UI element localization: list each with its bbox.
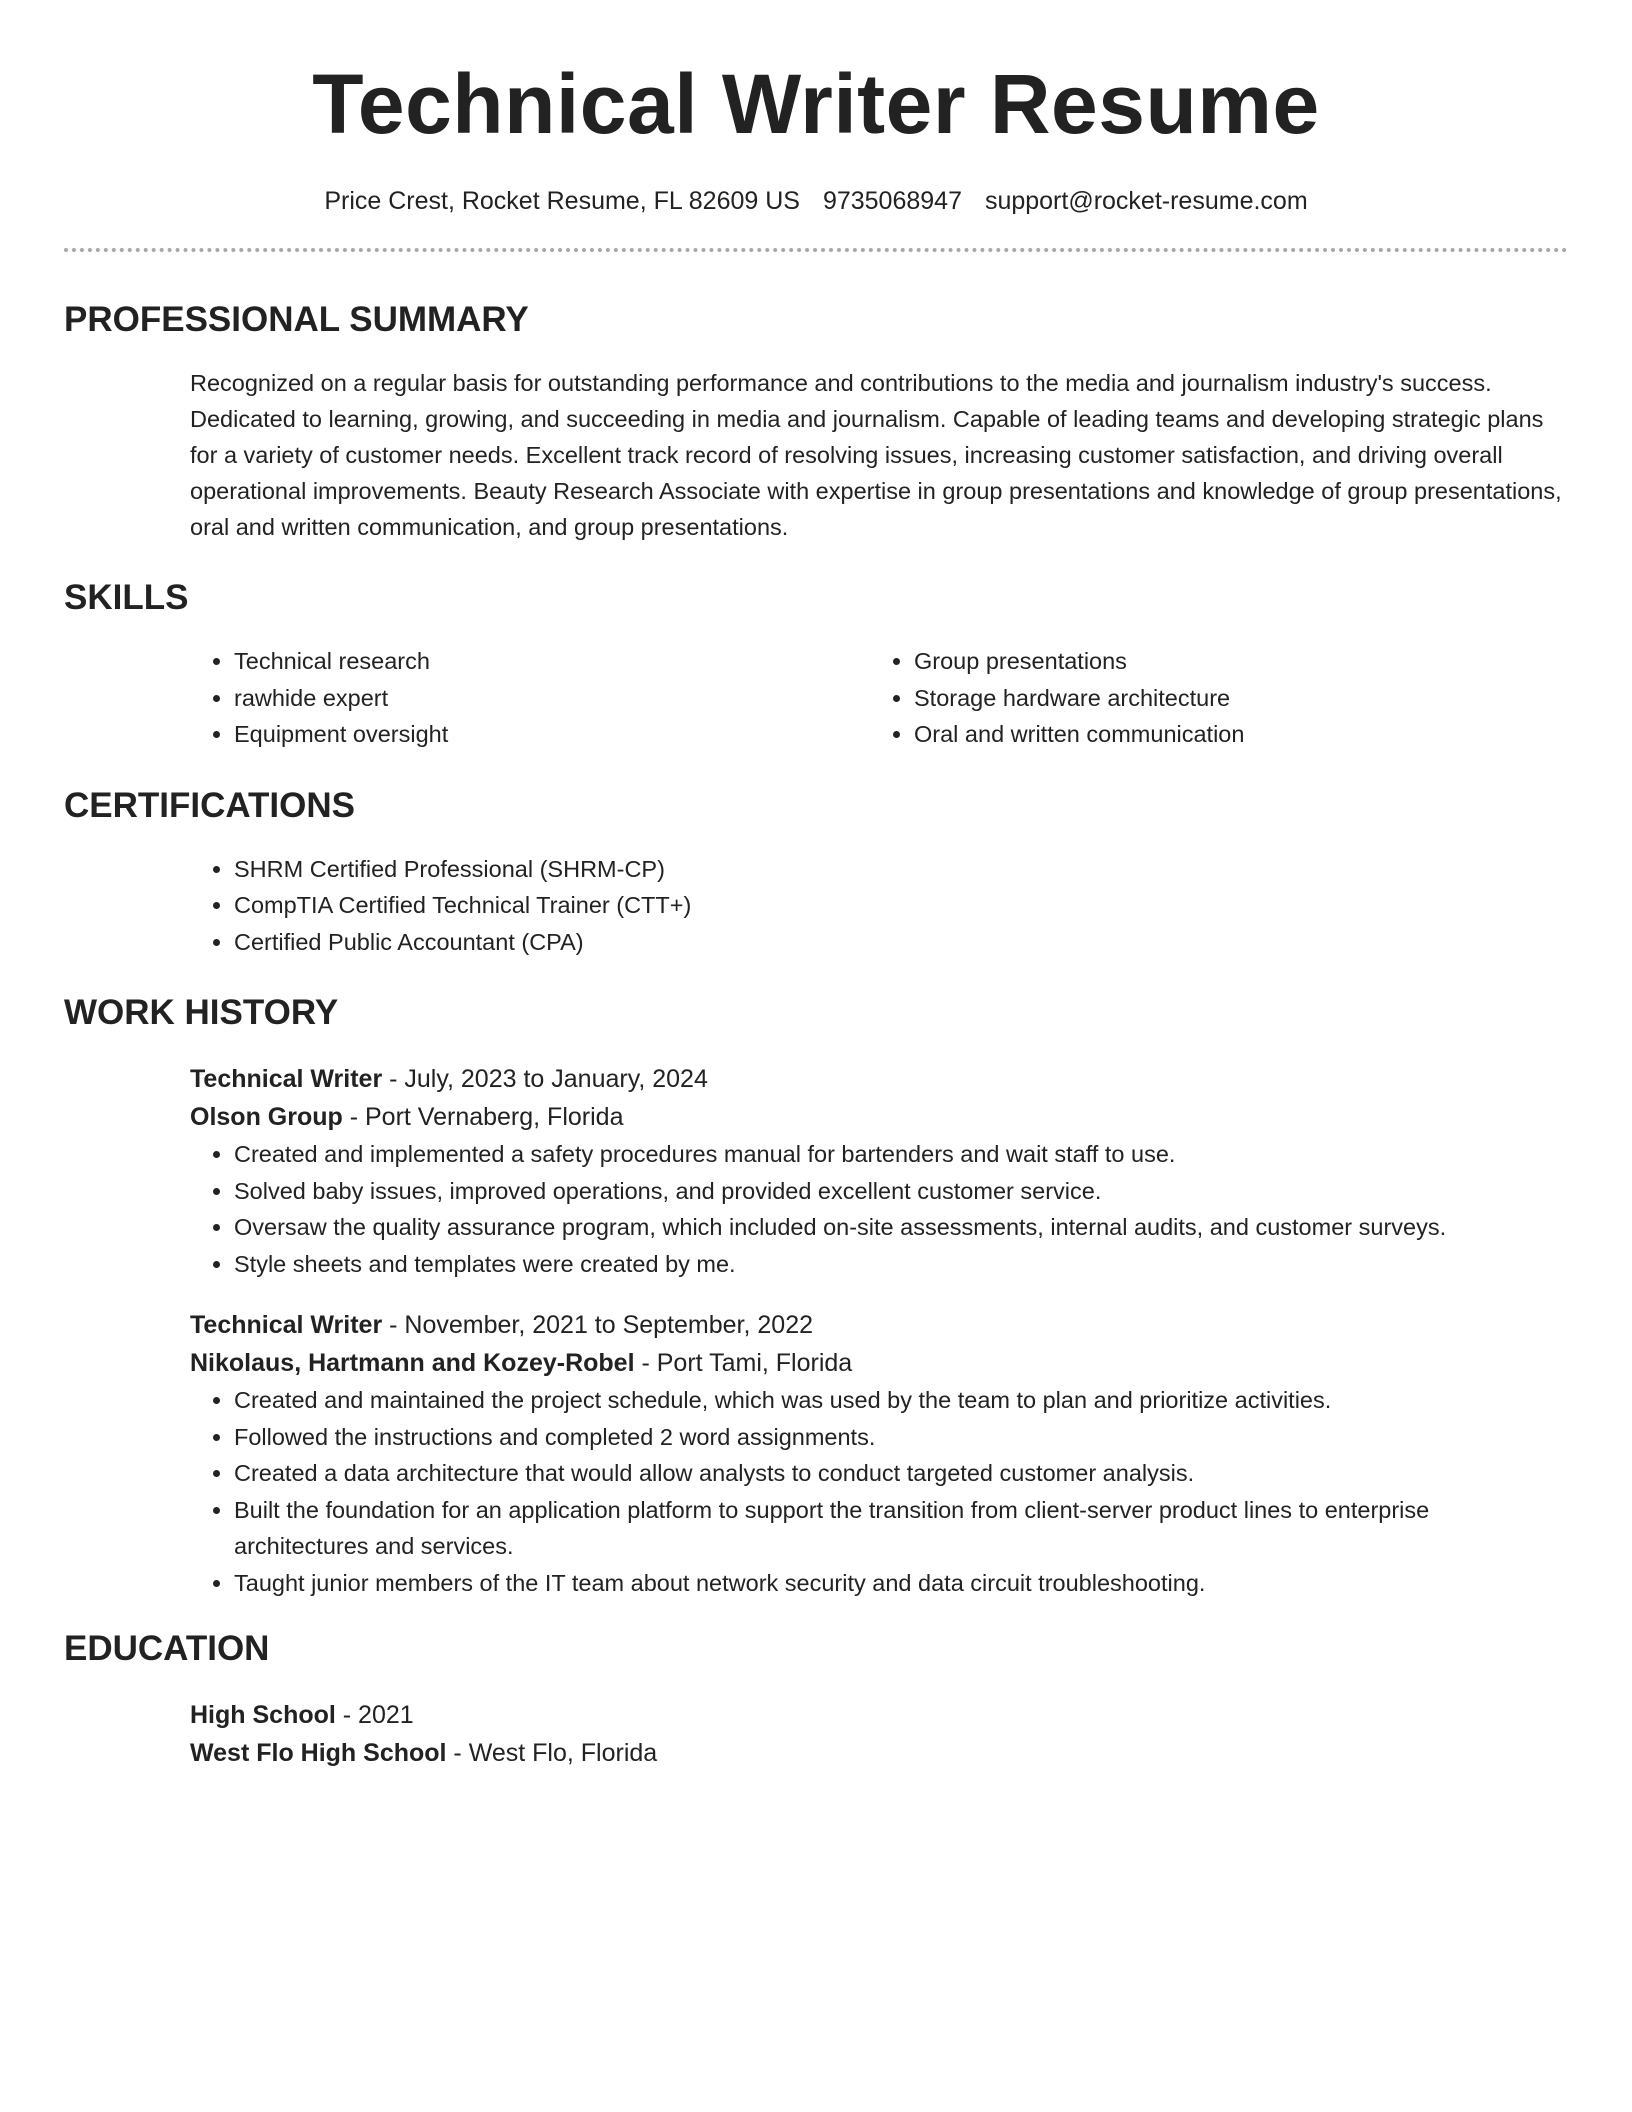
job-entry [190,1306,1568,1601]
skills-list-left [190,643,870,753]
job-company-line [190,1098,1568,1136]
job-dates: - July, 2023 to January, 2024 [382,1065,708,1093]
job-title: Technical Writer [190,1065,383,1093]
list-item: • Built the foundation for an application platform to support the transition from client-server product lines to enterprise architectures and services. [234,1492,1568,1565]
list-item: • Followed the instructions and completed 2 word assignments. [234,1419,1568,1456]
job-title-line [190,1306,1568,1344]
summary-paragraph: Recognized on a regular basis for outstanding performance and contributions to the media and journalism industry's success. Dedicated to learning, growing, and succeeding in media and journalism. Capable of leading teams and developing strategic plans for a variety of customer needs. Excellent track record of resolving issues, increasing customer satisfaction, and driving overall operational improvements. Beauty Research Associate with expertise in group presentations and knowledge of group presentations, oral and written communication, and group presentations. [190,370,1562,540]
contact-phone: 9735068947 [822,187,962,215]
contact-address: Price Crest, Rocket Resume, FL 82609 US [324,187,800,215]
section-title-work-history: WORK HISTORY [64,993,339,1032]
section-title-summary: PROFESSIONAL SUMMARY [64,300,529,339]
list-item: • Solved baby issues, improved operations, and provided excellent customer service. [234,1173,1568,1210]
education-degree-line [190,1696,1568,1734]
job-company: Nikolaus, Hartmann and Kozey-Robel [190,1349,635,1377]
job-company-line [190,1344,1568,1382]
list-item: • Taught junior members of the IT team about network security and data circuit troubleshooting. [234,1565,1568,1602]
job-location: - Port Vernaberg, Florida [342,1103,624,1131]
job-dates: - November, 2021 to September, 2022 [382,1311,814,1339]
education-entry [190,1696,1568,1772]
certifications-block [190,851,1568,961]
list-item: • SHRM Certified Professional (SHRM-CP) [234,851,1568,888]
list-item: • Storage hardware architecture [914,680,1550,717]
list-item: • CompTIA Certified Technical Trainer (CTT+) [234,887,1568,924]
education-location: - West Flo, Florida [446,1739,658,1767]
section-title-education: EDUCATION [64,1629,270,1668]
list-item: • Equipment oversight [234,716,870,753]
list-item: • Created a data architecture that would allow analysts to conduct targeted customer analysis. [234,1455,1568,1492]
section-title-skills: SKILLS [64,578,189,617]
list-item: • Oversaw the quality assurance program, which included on-site assessments, internal audits, and customer surveys. [234,1209,1568,1246]
list-item: • Oral and written communication [914,716,1550,753]
job-entry [190,1060,1568,1282]
resume-title: Technical Writer Resume [312,57,1320,151]
list-item: • Certified Public Accountant (CPA) [234,924,1568,961]
education-degree: High School [190,1701,336,1729]
contact-line [64,186,1568,216]
job-company: Olson Group [190,1103,343,1131]
job-bullets [190,1136,1568,1282]
list-item: • Created and maintained the project schedule, which was used by the team to plan and prioritize activities. [234,1382,1568,1419]
contact-email: support@rocket-resume.com [984,187,1308,215]
job-location: - Port Tami, Florida [634,1349,853,1377]
list-item: • Created and implemented a safety procedures manual for bartenders and wait staff to use. [234,1136,1568,1173]
list-item: • Technical research [234,643,870,680]
education-school-line [190,1734,1568,1772]
skills-column-left [190,643,870,753]
education-school: West Flo High School [190,1739,447,1767]
skills-grid [190,643,1568,753]
section-title-certifications: CERTIFICATIONS [64,785,356,825]
header-divider [64,248,1568,252]
list-item: • Group presentations [914,643,1550,680]
skills-list-right [870,643,1550,753]
job-bullets [190,1382,1568,1601]
job-title: Technical Writer [190,1311,383,1339]
job-title-line [190,1060,1568,1098]
skills-column-right [870,643,1550,753]
education-year: - 2021 [335,1701,414,1729]
list-item: • rawhide expert [234,680,870,717]
list-item: • Style sheets and templates were created by me. [234,1246,1568,1283]
certifications-list [190,851,1568,961]
